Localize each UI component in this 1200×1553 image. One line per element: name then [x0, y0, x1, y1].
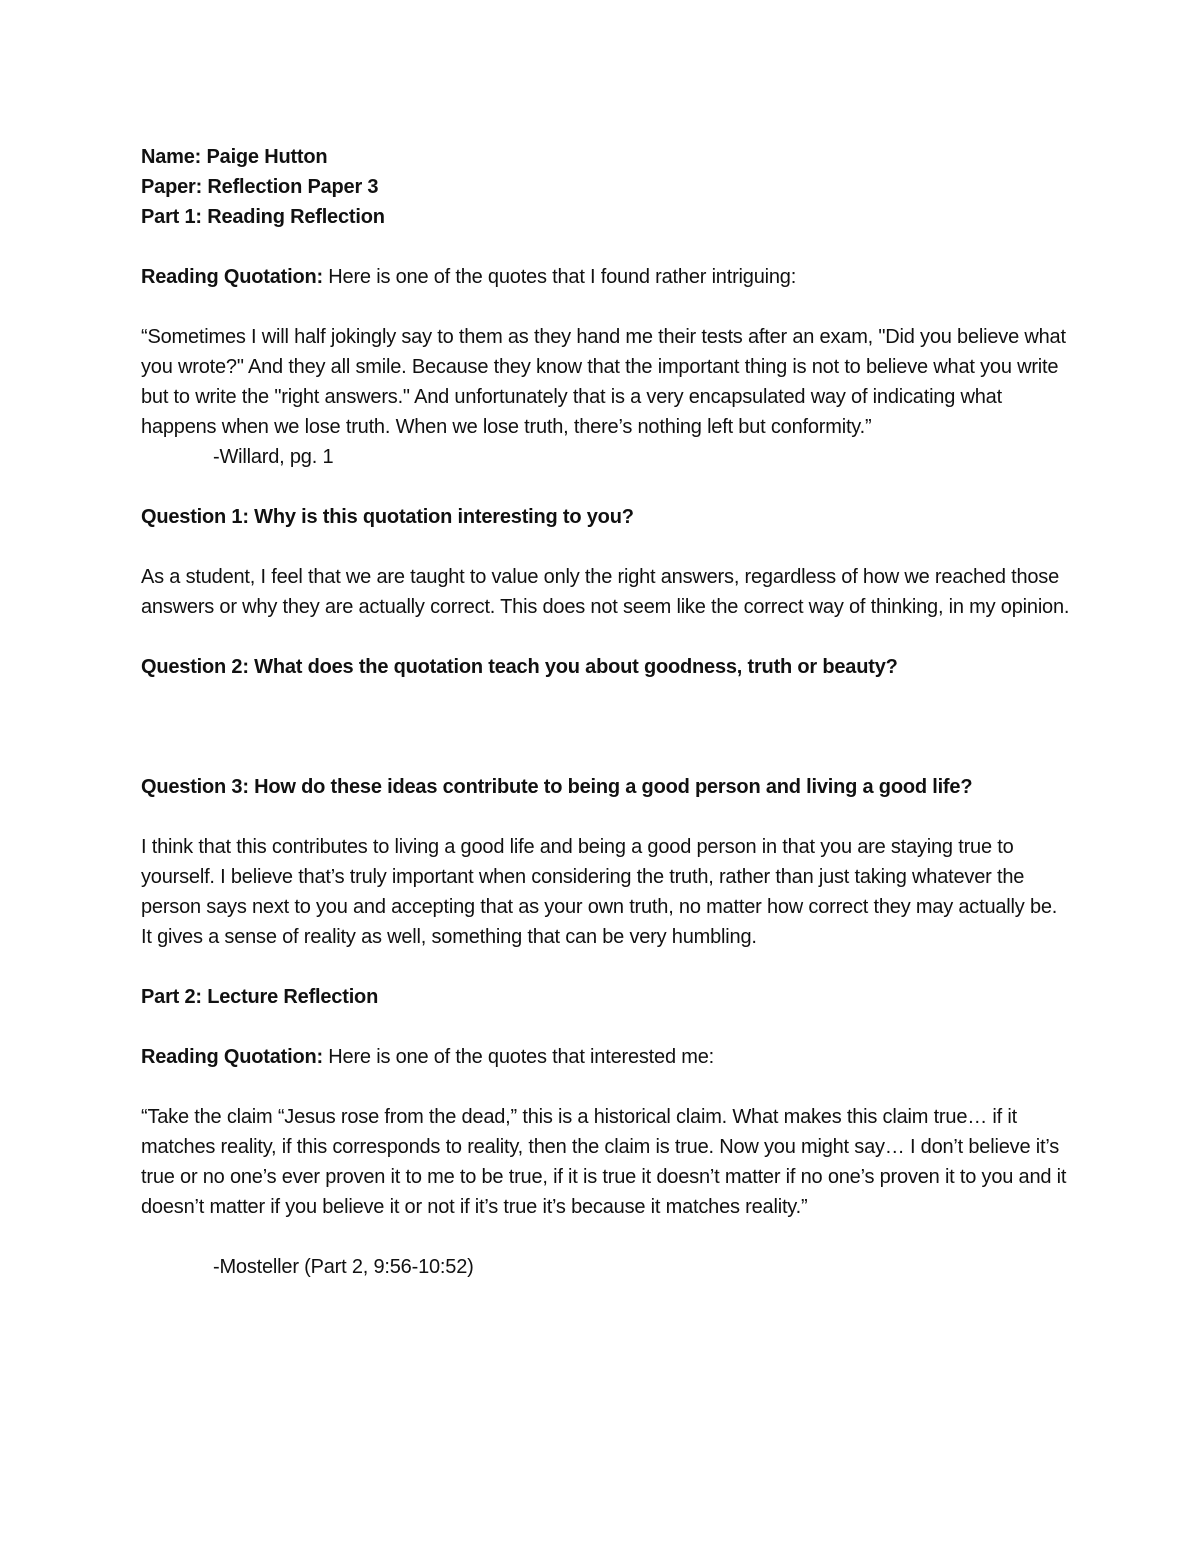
name-value: Paige Hutton [206, 146, 328, 168]
part2-heading: Part 2: Lecture Reflection [141, 986, 379, 1008]
part1-quote-attribution: -Willard, pg. 1 [213, 446, 334, 468]
paper-value: Reflection Paper 3 [207, 176, 379, 198]
part2-quotation-label: Reading Quotation: [141, 1046, 323, 1068]
part1-quotation-line [141, 262, 1071, 292]
part2-quotation-line [141, 1042, 1071, 1072]
part2-quote-text: “Take the claim “Jesus rose from the dead,” this is a historical claim. What makes this claim true… if it matches reality, if this corresponds to reality, then the claim is true. Now you might say… I don’t believe it’s true or no one’s ever proven it to me to be true, if it is true it doesn’t matter if no one’s proven it to you and it doesn’t matter if you believe it or not if it’s true it’s because it matches reality.” [141, 1106, 1067, 1218]
answer-3: I think that this contributes to living a good life and being a good person in that you are staying true to yourself. I believe that’s truly important when considering the truth, rather than just taking whatever the person says next to you and accepting that as your own truth, no matter how correct they may actually be. It gives a sense of reality as well, something that can be very humbling. [141, 836, 1058, 948]
part1-quotation-intro: Here is one of the quotes that I found rather intriguing: [328, 266, 797, 288]
part1-quotation-label: Reading Quotation: [141, 266, 323, 288]
part1-line [141, 202, 1071, 232]
question-3: Question 3: How do these ideas contribute to being a good person and living a good life? [141, 776, 973, 798]
answer-1: As a student, I feel that we are taught to value only the right answers, regardless of how we reached those answers or why they are actually correct. This does not seem like the correct way of thinking, in my opinion. [141, 566, 1070, 618]
question-1: Question 1: Why is this quotation interesting to you? [141, 506, 634, 528]
name-line [141, 142, 1071, 172]
document-body [141, 142, 1071, 1282]
part2-quote-attribution: -Mosteller (Part 2, 9:56-10:52) [213, 1256, 474, 1278]
question-2: Question 2: What does the quotation teach you about goodness, truth or beauty? [141, 656, 898, 678]
part1-label: Part 1: [141, 206, 202, 228]
name-label: Name: [141, 146, 202, 168]
paper-label: Paper: [141, 176, 203, 198]
part1-quote-text: “Sometimes I will half jokingly say to them as they hand me their tests after an exam, "Did you believe what you wrote?" And they all smile. Because they know that the important thing is not to believe what you write but to write the "right answers." And unfortunately that is a very encapsulated way of indicating what happens when we lose truth. When we lose truth, there’s nothing left but conformity.” [141, 326, 1066, 438]
paper-line [141, 172, 1071, 202]
part2-quotation-intro: Here is one of the quotes that interested me: [328, 1046, 714, 1068]
part1-value: Reading Reflection [207, 206, 385, 228]
